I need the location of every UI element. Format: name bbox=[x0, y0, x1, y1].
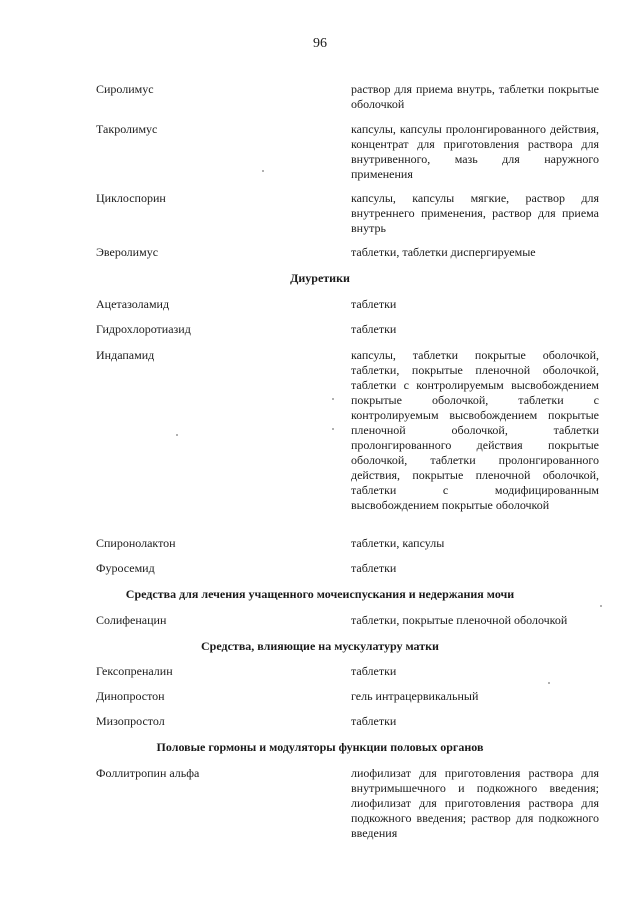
dosage-form: таблетки bbox=[351, 561, 397, 575]
drug-name: Фуросемид bbox=[96, 561, 155, 575]
drug-name: Такролимус bbox=[96, 122, 158, 136]
scan-speck bbox=[600, 605, 602, 607]
drug-name: Циклоспорин bbox=[96, 191, 166, 205]
section-heading: Диуретики bbox=[290, 271, 350, 285]
section-heading: Половые гормоны и модуляторы функции половых органов bbox=[156, 740, 484, 754]
dosage-form: таблетки bbox=[351, 297, 397, 311]
dosage-form: гель интрацервикальный bbox=[351, 689, 479, 703]
drug-name: Фоллитропин альфа bbox=[96, 766, 200, 780]
dosage-form: капсулы, таблетки покрытые оболочкой, таблетки, покрытые пленочной оболочкой, таблетки с контролируемым высвобождением покрытые оболочкой, таблетки с контролируемым высвобождением покрытые пленочной оболочкой, таблетки пролонгированного действия покрытые оболочкой, таблетки пролонгированного действия, покрытые пленочной оболочкой, таблетки с модифицированным высвобождением покрытые оболочкой bbox=[351, 348, 599, 512]
dosage-form: таблетки, капсулы bbox=[351, 536, 445, 550]
scan-speck bbox=[332, 428, 334, 430]
dosage-form: капсулы, капсулы пролонгированного действия, концентрат для приготовления раствора для внутривенного, мазь для наружного применения bbox=[351, 122, 599, 181]
dosage-form: таблетки, покрытые пленочной оболочкой bbox=[351, 613, 568, 627]
dosage-form: таблетки, таблетки диспергируемые bbox=[351, 245, 536, 259]
scan-speck bbox=[176, 434, 178, 436]
drug-name: Ацетазоламид bbox=[96, 297, 170, 311]
drug-name: Спиронолактон bbox=[96, 536, 176, 550]
drug-name: Гидрохлоротиазид bbox=[96, 322, 191, 336]
dosage-form: раствор для приема внутрь, таблетки покрытые оболочкой bbox=[351, 82, 599, 111]
dosage-form: таблетки bbox=[351, 664, 397, 678]
dosage-form: капсулы, капсулы мягкие, раствор для внутреннего применения, раствор для приема внутрь bbox=[351, 191, 599, 235]
scan-speck bbox=[332, 398, 334, 400]
scan-speck bbox=[548, 682, 550, 684]
drug-name: Мизопростол bbox=[96, 714, 165, 728]
drug-name: Эверолимус bbox=[96, 245, 159, 259]
drug-name: Гексопреналин bbox=[96, 664, 173, 678]
dosage-form: таблетки bbox=[351, 322, 397, 336]
drug-name: Сиролимус bbox=[96, 82, 154, 96]
section-heading: Средства, влияющие на мускулатуру матки bbox=[201, 639, 439, 653]
drug-name: Динопростон bbox=[96, 689, 165, 703]
section-heading: Средства для лечения учащенного мочеиспускания и недержания мочи bbox=[125, 587, 515, 601]
dosage-form: таблетки bbox=[351, 714, 397, 728]
drug-name: Индапамид bbox=[96, 348, 155, 362]
page-number: 96 bbox=[313, 36, 327, 51]
dosage-form: лиофилизат для приготовления раствора для внутримышечного и подкожного введения; лиофилизат для приготовления раствора для подкожного введения; раствор для подкожного введения bbox=[351, 766, 599, 840]
drug-name: Солифенацин bbox=[96, 613, 167, 627]
scan-speck bbox=[262, 170, 264, 172]
